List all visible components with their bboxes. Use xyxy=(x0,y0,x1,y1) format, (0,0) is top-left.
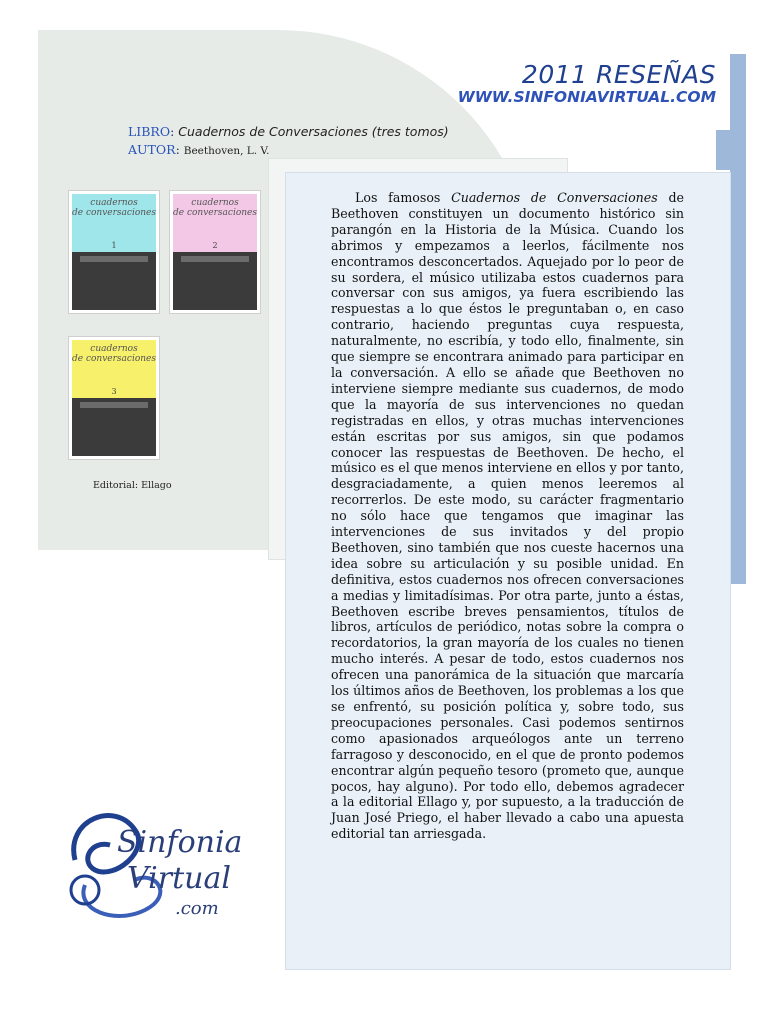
sidebar-accent-bar xyxy=(730,54,746,584)
book-number: 1 xyxy=(111,241,117,250)
review-body xyxy=(331,190,684,842)
autor-label: AUTOR xyxy=(128,142,176,157)
book-title-line1: cuadernos xyxy=(90,198,138,208)
libro-value: Cuadernos de Conversaciones (tres tomos) xyxy=(178,124,449,139)
book-title-line2: de conversaciones xyxy=(72,208,156,218)
review-intro-title: Cuadernos de Conversaciones xyxy=(451,190,658,205)
book-title-line1: cuadernos xyxy=(191,198,239,208)
logo-line2: Virtual xyxy=(127,861,231,896)
book-title-line2: de conversaciones xyxy=(72,354,156,364)
autor-value: Beethoven, L. V. xyxy=(183,145,270,157)
book-number: 3 xyxy=(111,387,117,396)
book-cover-2 xyxy=(169,190,261,314)
meta-libro: LIBRO: Cuadernos de Conversaciones (tres tomos) xyxy=(128,124,449,139)
review-intro: Los famosos xyxy=(355,190,452,205)
book-cover-1 xyxy=(68,190,160,314)
logo-line3: .com xyxy=(175,898,219,919)
book-title-line1: cuadernos xyxy=(90,344,138,354)
book-title-line2: de conversaciones xyxy=(173,208,257,218)
sidebar-accent-tab xyxy=(716,130,732,170)
editorial-caption: Editorial: Ellago xyxy=(93,480,172,491)
sinfonia-virtual-logo xyxy=(55,790,250,930)
header-url[interactable]: WWW.SINFONIAVIRTUAL.COM xyxy=(457,88,716,106)
book-cover-3 xyxy=(68,336,160,460)
header-title: 2011 RESEÑAS xyxy=(521,60,716,89)
libro-label: LIBRO xyxy=(128,124,171,139)
meta-autor: AUTOR: Beethoven, L. V. xyxy=(128,142,270,157)
logo-line1: Sinfonia xyxy=(117,825,243,860)
review-text: de Beethoven constituyen un documento histórico sin parangón en la Historia de la Música. Cuando los abrimos y empezamos a leerlos, fácilmente nos encontramos desconcertados. Aquejado por lo peor de su sordera, el músico utilizaba estos cuadernos para conversar con sus amigos, ya fuera escribiendo las respuestas a lo que éstos le preguntaban o, en caso contrario, haciendo preguntas cuya respuesta, naturalmente, no escribía, y todo ello, finalmente, sin que siempre se encontrara animado para participar en la conversación. A ello se añade que Beethoven no interviene siempre mediante sus cuadernos, de modo que la mayoría de sus intervenciones no quedan registradas en ellos, y otras muchas intervenciones están escritas por sus amigos, sin que podamos conocer las respuestas de Beethoven. De hecho, el músico es el que menos interviene en ellos y por tanto, desgraciadamente, a quien menos leeremos al recorrerlos. De este modo, su carácter fragmentario no sólo hace que tengamos que imaginar las intervenciones de sus invitados y del propio Beethoven, sino también que nos cueste hacernos una idea sobre su articulación y su posible unidad. En definitiva, estos cuadernos nos ofrecen conversaciones a medias y limitadísimas. Por otra parte, junto a éstas, Beethoven escribe breves pensamientos, títulos de libros, artículos de periódico, notas sobre la compra o recordatorios, la gran mayoría de los cuales no tienen mucho interés. A pesar de todo, estos cuadernos nos ofrecen una panorámica de la situación que marcaría los últimos años de Beethoven, los problemas a los que se enfrentó, su posición política y, sobre todo, sus preocupaciones personales. Casi podemos sentirnos como apasionados arqueólogos ante un terreno farragoso y desconocido, en el que de pronto podemos encontrar algún pequeño tesoro (prometo que, aunque pocos, hay alguno). Por todo ello, debemos agradecer a la editorial Ellago y, por supuesto, a la traducción de Juan José Priego, el haber llevado a cabo una apuesta editorial tan arriesgada. xyxy=(331,190,684,842)
book-number: 2 xyxy=(212,241,218,250)
